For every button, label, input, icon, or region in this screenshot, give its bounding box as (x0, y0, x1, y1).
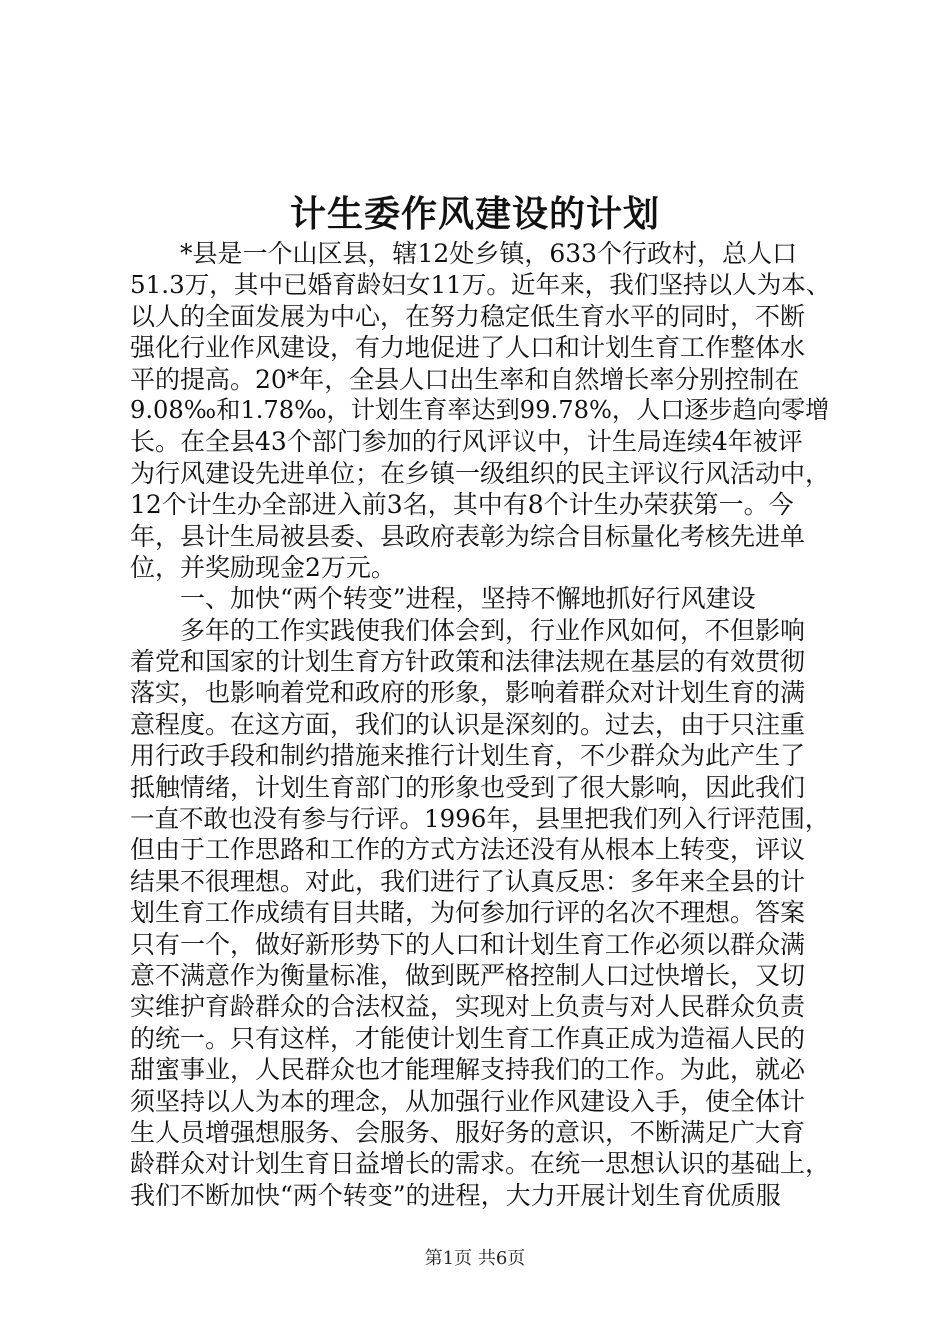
body-text-line: 须坚持以人为本的理念，从加强行业作风建设入手，使全体计 (130, 1086, 806, 1116)
body-text-line: 12个计生办全部进入前3名，其中有8个计生办荣获第一。今 (130, 490, 794, 520)
body-text-line: 划生育工作成绩有目共睹，为何参加行评的名次不理想。答案 (130, 898, 806, 928)
page-footer: 第1页 共6页 (424, 1248, 526, 1269)
body-text-line: 为行风建设先进单位；在乡镇一级组织的民主评议行风活动中， (130, 458, 830, 488)
body-text-line: 结果不很理想。对此，我们进行了认真反思：多年来全县的计 (130, 866, 806, 896)
body-text-line: 甜蜜事业，人民群众也才能理解支持我们的工作。为此，就必 (130, 1055, 806, 1085)
document-body (130, 238, 830, 1211)
body-text-line: 平的提高。20*年，全县人口出生率和自然增长率分别控制在 (130, 364, 800, 394)
body-text-line: 以人的全面发展为中心，在努力稳定低生育水平的同时，不断 (130, 301, 806, 331)
body-text-line: 的统一。只有这样，才能使计划生育工作真正成为造福人民的 (130, 1023, 806, 1053)
body-text-line: 我们不断加快“两个转变”的进程，大力开展计划生育优质服 (130, 1180, 781, 1210)
body-text-line: 意不满意作为衡量标准，做到既严格控制人口过快增长，又切 (130, 960, 806, 990)
body-text-line: *县是一个山区县，辖12处乡镇，633个行政村，总人口 (130, 239, 798, 268)
body-text-line: 实维护育龄群众的合法权益，实现对上负责与对人民群众负责 (130, 992, 806, 1022)
body-text-line: 年，县计生局被县委、县政府表彰为综合目标量化考核先进单 (130, 521, 806, 551)
body-text-line: 但由于工作思路和工作的方式方法还没有从根本上转变，评议 (130, 835, 806, 865)
body-text-line: 龄群众对计划生育日益增长的需求。在统一思想认识的基础上， (130, 1149, 830, 1179)
body-text-line: 一直不敢也没有参与行评。1996年，县里把我们列入行评范围， (130, 804, 830, 834)
body-text-line: 一、加快“两个转变”进程，坚持不懈地抓好行风建设 (130, 584, 756, 614)
body-text-line: 只有一个，做好新形势下的人口和计划生育工作必须以群众满 (130, 929, 806, 959)
body-text-line: 用行政手段和制约措施来推行计划生育，不少群众为此产生了 (130, 741, 806, 771)
body-text-line: 抵触情绪，计划生育部门的形象也受到了很大影响，因此我们 (130, 772, 806, 802)
body-text-line: 位，并奖励现金2万元。 (130, 552, 396, 582)
body-text-line: 意程度。在这方面，我们的认识是深刻的。过去，由于只注重 (130, 709, 806, 739)
body-text-line: 生人员增强想服务、会服务、服好务的意识，不断满足广大育 (130, 1117, 806, 1147)
body-text-line: 着党和国家的计划生育方针政策和法律法规在基层的有效贯彻 (130, 647, 806, 677)
body-text-line: 落实，也影响着党和政府的形象，影响着群众对计划生育的满 (130, 678, 806, 708)
body-text-line: 9.08‰和1.78‰，计划生育率达到99.78%，人口逐步趋向零增 (130, 395, 830, 424)
body-text-line: 强化行业作风建设，有力地促进了人口和计划生育工作整体水 (130, 333, 806, 363)
body-text-line: 51.3万，其中已婚育龄妇女11万。近年来，我们坚持以人为本、 (130, 270, 830, 300)
document-title: 计生委作风建设的计划 (289, 193, 660, 235)
body-text-line: 多年的工作实践使我们体会到，行业作风如何，不但影响 (130, 615, 806, 645)
body-text-line: 长。在全县43个部门参加的行风评议中，计生局连续4年被评 (130, 427, 803, 457)
